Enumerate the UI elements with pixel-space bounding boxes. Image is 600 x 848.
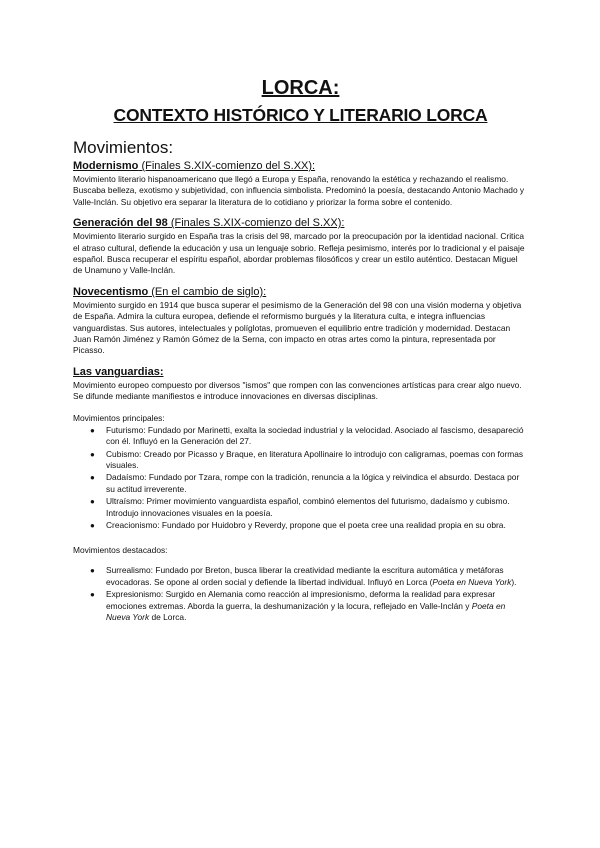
bullet-icon: ● — [90, 566, 95, 576]
section-title — [73, 160, 528, 173]
section-title — [73, 366, 528, 379]
section-title — [73, 286, 528, 299]
principales-label: Movimientos principales: — [73, 412, 165, 423]
bullet-icon: ● — [90, 449, 95, 459]
bullet-icon: ● — [90, 590, 95, 600]
section-paragraph: Movimiento surgido en 1914 que busca superar el pesimismo de la Generación del 98 con una visión moderna y objetiva de España. Admira la cultura europea, defiende el reformismo burgués y la literatura culta, e integra influencias vanguardistas. Sus autores, intelectuales y políglotas, promueven el equilibrio entre tradición y modernidad. Destacan Juan Ramón Jiménez y Ramón Gómez de la Serna, con impacto en otras artes como la pintura, representada por Picasso. — [73, 299, 522, 356]
spacer — [73, 556, 528, 564]
section-generacion-98 — [73, 217, 528, 277]
list-item: ● Ultraísmo: Primer movimiento vanguardista español, combinó elementos del futurismo, dadaísmo y cubismo. Introdujo innovaciones visuales en la poesía. — [90, 496, 510, 518]
bullet-icon: ● — [90, 473, 95, 483]
section-novecentismo — [73, 286, 528, 357]
bullet-icon: ● — [90, 497, 95, 507]
section-title — [73, 217, 528, 230]
list-item: ● Futurismo: Fundado por Marinetti, exalta la sociedad industrial y la velocidad. Asociado al fascismo, desapareció con él. Influyó en la Generación del 27. — [90, 424, 524, 447]
section-name: Modernismo — [73, 160, 139, 172]
list-item: ● Cubismo: Creado por Picasso y Braque, en literatura Apollinaire lo introdujo con caligramas, poemas con formas visuales. — [90, 448, 524, 470]
list-item: ● Surrealismo: Fundado por Breton, busca liberar la creatividad mediante la escritura automática y metáforas evocadoras. Se opone al orden social y defiende la libertad individual. Influyó en Lorca (Poeta en Nueva York). — [90, 565, 517, 587]
section-paragraph: Movimiento europeo compuesto por diversos "ismos" que rompen con las convenciones artísticas para crear algo nuevo. Se difunde mediante manifiestos e introduce innovaciones en diversas disciplinas. — [73, 379, 522, 402]
destacados-label: Movimientos destacados: — [73, 545, 168, 556]
list-item: ● Creacionismo: Fundado por Huidobro y Reverdy, propone que el poeta cree una realidad propia en su obra. — [90, 519, 506, 530]
section-name: Generación del 98 — [73, 217, 168, 230]
section-name: Novecentismo — [73, 285, 149, 298]
section-paragraph: Movimiento literario surgido en España tras la crisis del 98, marcado por la preocupación por la identidad nacional. Critica el atraso cultural, defiende la educación y usa un lenguaje sobrio. Refleja pesimismo, interés por lo tradicional y el paisaje español. Busca recuperar el espíritu español, abordar problemas filosóficos y crear un estilo auténtico. Destacan Miguel de Unamuno y Valle-Inclán. — [73, 231, 525, 276]
section-heading-movimientos: Movimientos: — [73, 138, 174, 157]
principales-list — [73, 425, 528, 532]
bullet-icon: ● — [90, 520, 95, 530]
section-vanguardias — [73, 366, 528, 403]
section-period: (Finales S.XIX-comienzo del S.XX): — [138, 160, 316, 172]
list-item: ● Expresionismo: Surgido en Alemania como reacción al impresionismo, deforma la realidad para expresar emociones extremas. Aborda la guerra, la deshumanización y la locura, reflejado en Valle-Inclán y Poeta en Nueva York de Lorca. — [90, 589, 506, 622]
destacados-list — [73, 565, 528, 623]
document-title: LORCA: — [261, 77, 340, 99]
section-period: (Finales S.XIX-comienzo del S.XX): — [167, 217, 345, 230]
document-page — [73, 76, 528, 624]
document-subtitle: CONTEXTO HISTÓRICO Y LITERARIO LORCA — [113, 105, 488, 125]
section-name: Las vanguardias: — [73, 365, 164, 378]
section-paragraph: Movimiento literario hispanoamericano que llegó a Europa y España, renovando la estética y rechazando el realismo. Buscaba belleza, exotismo y subjetividad, con influencia simbolista. Predominó la poesía, destacando Antonio Machado y Valle-Inclán. Su objetivo era separar la literatura de lo cotidiano y priorizar la forma sobre el contenido. — [73, 174, 525, 207]
list-item: ● Dadaísmo: Fundado por Tzara, rompe con la tradición, renuncia a la lógica y reivindica el absurdo. Destaca por su actitud irreverente. — [90, 472, 520, 494]
section-period: (En el cambio de siglo): — [148, 285, 267, 298]
bullet-icon: ● — [90, 425, 95, 435]
section-modernismo — [73, 160, 528, 208]
